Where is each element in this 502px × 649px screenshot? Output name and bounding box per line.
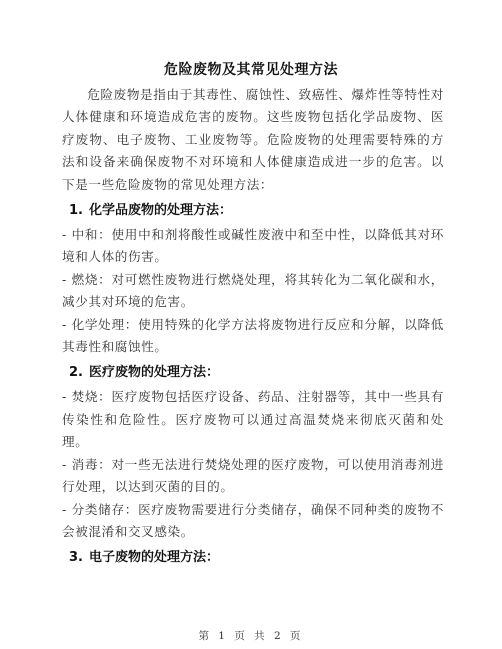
page-title: 危险废物及其常见处理方法: [164, 62, 338, 78]
section-medical-waste: [62, 361, 444, 543]
document-body: [62, 84, 444, 571]
list-item: - 焚烧：医疗废物包括医疗设备、药品、注射器等，其中一些具有传染性和危险性。医疗废物可以通过高温焚烧来彻底灭菌和处理。: [62, 389, 444, 450]
section-heading: [69, 199, 444, 223]
intro-paragraph: 危险废物是指由于其毒性、腐蚀性、致癌性、爆炸性等特性对人体健康和环境造成危害的废物。这些废物包括化学品废物、医疗废物、电子废物、工业废物等。危险废物的处理需要特殊的方法和设备来确保废物不对环境和人体健康造成进一步的危害。以下是一些危险废物的常见处理方法：: [62, 87, 444, 192]
section-title: 医疗废物的处理方法：: [88, 365, 219, 381]
section-title: 电子废物的处理方法：: [88, 550, 219, 566]
list-item: - 消毒：对一些无法进行焚烧处理的医疗废物，可以使用消毒剂进行处理，以达到灭菌的目的。: [62, 456, 444, 495]
list-item: - 燃烧：对可燃性废物进行燃烧处理，将其转化为二氧化碳和水，减少其对环境的危害。: [62, 271, 444, 310]
section-number: 3.: [69, 550, 83, 566]
section-electronic-waste: [62, 546, 444, 570]
section-number: 1.: [69, 203, 83, 219]
list-item: - 中和：使用中和剂将酸性或碱性废液中和至中性，以降低其对环境和人体的伤害。: [62, 227, 444, 265]
section-heading: [69, 361, 444, 385]
section-title: 化学品废物的处理方法：: [88, 203, 232, 219]
section-number: 2.: [69, 365, 83, 381]
page-footer: 第 1 页 共 2 页: [198, 630, 304, 642]
section-chemical-waste: [62, 199, 444, 358]
list-item: - 分类储存：医疗废物需要进行分类储存，确保不同种类的废物不会被混淆和交叉感染。: [62, 501, 444, 539]
section-heading: [69, 546, 444, 570]
list-item: - 化学处理：使用特殊的化学方法将废物进行反应和分解，以降低其毒性和腐蚀性。: [62, 316, 444, 355]
